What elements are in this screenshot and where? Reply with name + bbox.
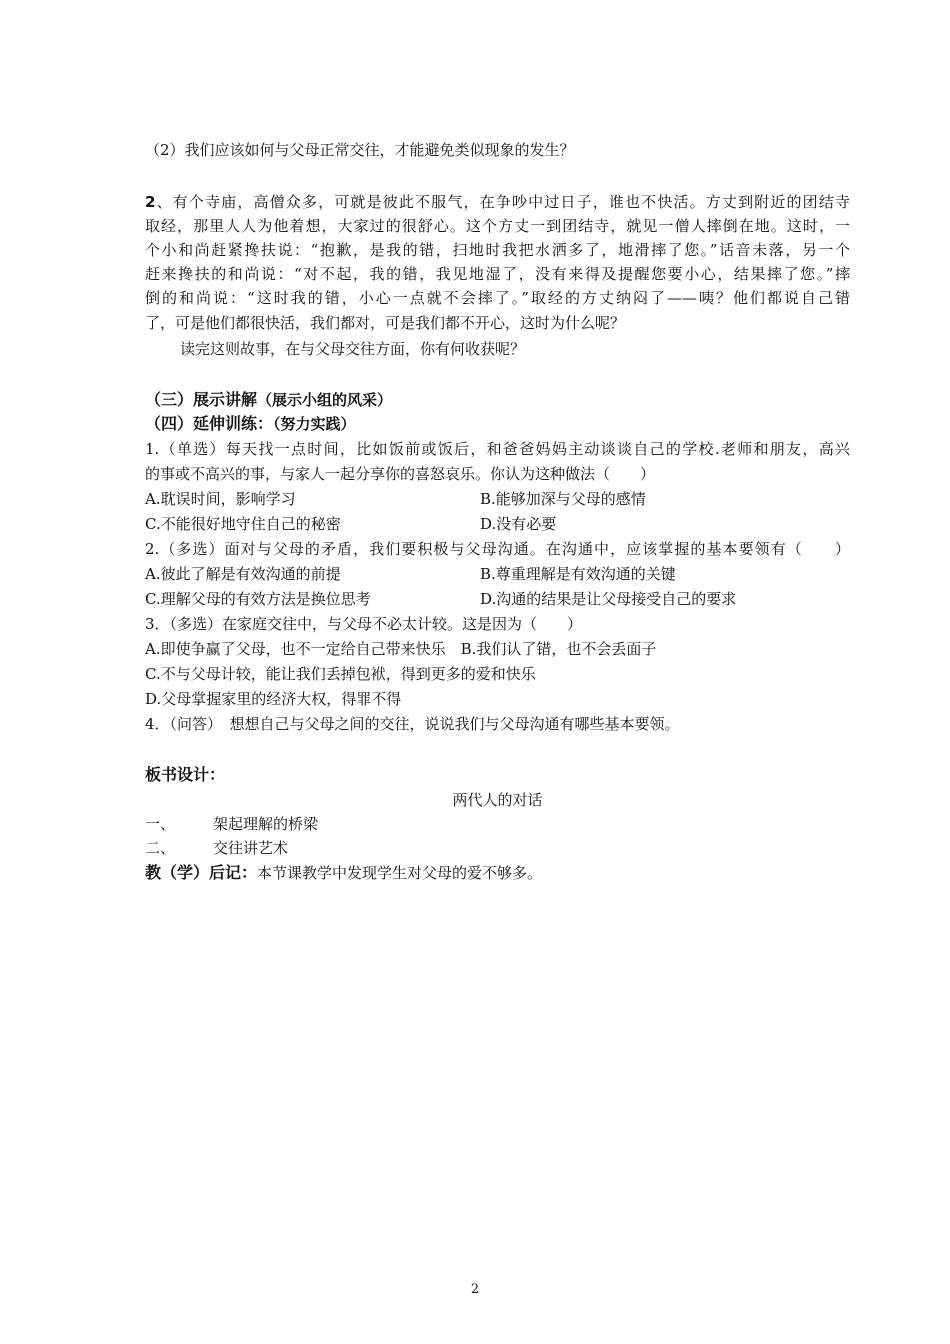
q1-options-row-2: [145, 512, 850, 536]
q1-option-b: B.能够加深与父母的感情: [480, 490, 646, 508]
section-4-subtitle: （努力实践）: [273, 415, 356, 433]
q2-option-a: A.彼此了解是有效沟通的前提: [145, 565, 341, 583]
story-line-6: 了，可是他们都很快活，我们都对，可是我们都不开心，这时为什么呢？: [145, 314, 626, 332]
page-number: 2: [470, 1282, 480, 1297]
q2-option-d: D.沟通的结果是让父母接受自己的要求: [480, 590, 737, 608]
section-3-heading: [145, 388, 850, 412]
section-4-title: （四）延伸训练：: [145, 414, 274, 433]
story-line-1-text: 、有个寺庙，高僧众多，可就是彼此不服气，在争吵中过日子，谁也不快活。方丈到附近的团结寺: [155, 193, 850, 211]
board-item-1-number: 一、: [145, 815, 176, 833]
story-prompt: 读完这则故事，在与父母交往方面，你有何收获呢？: [180, 340, 526, 358]
q1-line-1: 1.（单选）每天找一点时间，比如饭前或饭后，和爸爸妈妈主动谈谈自己的学校.老师和朋友，高兴: [145, 440, 850, 458]
q2-question-line: 2.（多选）面对与父母的矛盾，我们要积极与父母沟通。在沟通中，应该掌握的基本要领有（ ）: [145, 540, 850, 558]
q1-option-c: C.不能很好地守住自己的秘密: [145, 515, 341, 533]
q2-options-row-1: [145, 562, 850, 586]
q1-option-d: D.没有必要: [480, 515, 557, 533]
section-4-heading: [145, 412, 850, 436]
question-2-line: （2）我们应该如何与父母正常交往，才能避免类似现象的发生？: [145, 141, 575, 159]
section-3-subtitle: （展示小组的风采）: [257, 391, 393, 409]
q3-option-d: D.父母掌握家里的经济大权，得罪不得: [145, 690, 402, 708]
board-item-2: [145, 836, 850, 860]
postscript: [145, 861, 850, 885]
q3-question-line: 3．（多选）在家庭交往中，与父母不必太计较。这是因为（ ）: [145, 615, 583, 633]
story-line-4: 赶来搀扶的和尚说：“对不起，我的错，我见地湿了，没有来得及提醒您要小心，结果摔了您。”摔: [145, 265, 850, 283]
story-number: 2: [145, 193, 156, 211]
story-line-3: 个小和尚赶紧搀扶说：“抱歉，是我的错，扫地时我把水洒多了，地滑摔了您。”话音未落，另一个: [145, 241, 850, 259]
q1-options-row-1: [145, 487, 850, 511]
q1-option-a: A.耽误时间，影响学习: [145, 490, 296, 508]
story-line-5: 倒的和尚说：“这时我的错，小心一点就不会摔了。”取经的方丈纳闷了——咦？他们都说自己错: [145, 289, 850, 307]
q4-question-line: 4．（问答） 想想自己与父母之间的交往，说说我们与父母沟通有哪些基本要领。: [145, 715, 680, 733]
q1-line-2: 的事或不高兴的事，与家人一起分享你的喜怒哀乐。你认为这种做法（ ）: [145, 465, 656, 483]
board-item-1: [145, 812, 850, 836]
section-3-title: （三）展示讲解: [145, 390, 258, 409]
q2-option-c: C.理解父母的有效方法是换位思考: [145, 590, 371, 608]
postscript-text: 本节课教学中发现学生对父母的爱不够多。: [257, 864, 543, 882]
board-item-2-number: 二、: [145, 839, 176, 857]
story-line-2: 取经，那里人人为他着想，大家过的很舒心。这个方丈一到团结寺，就见一僧人摔倒在地。这时，一: [145, 217, 850, 235]
board-item-2-text: 交往讲艺术: [213, 839, 289, 857]
q2-option-b: B.尊重理解是有效沟通的关键: [480, 565, 676, 583]
q2-options-row-2: [145, 587, 850, 611]
q3-options-ab: A.即使争赢了父母，也不一定给自己带来快乐 B.我们认了错，也不会丢面子: [145, 640, 657, 658]
board-item-1-text: 架起理解的桥梁: [213, 815, 319, 833]
q3-option-c: C.不与父母计较，能让我们丢掉包袱，得到更多的爱和快乐: [145, 665, 536, 683]
board-title: 两代人的对话: [452, 791, 543, 809]
postscript-label: 教（学）后记：: [145, 863, 258, 882]
story-line-1: [145, 190, 850, 214]
board-design-heading: 板书设计：: [145, 765, 226, 784]
